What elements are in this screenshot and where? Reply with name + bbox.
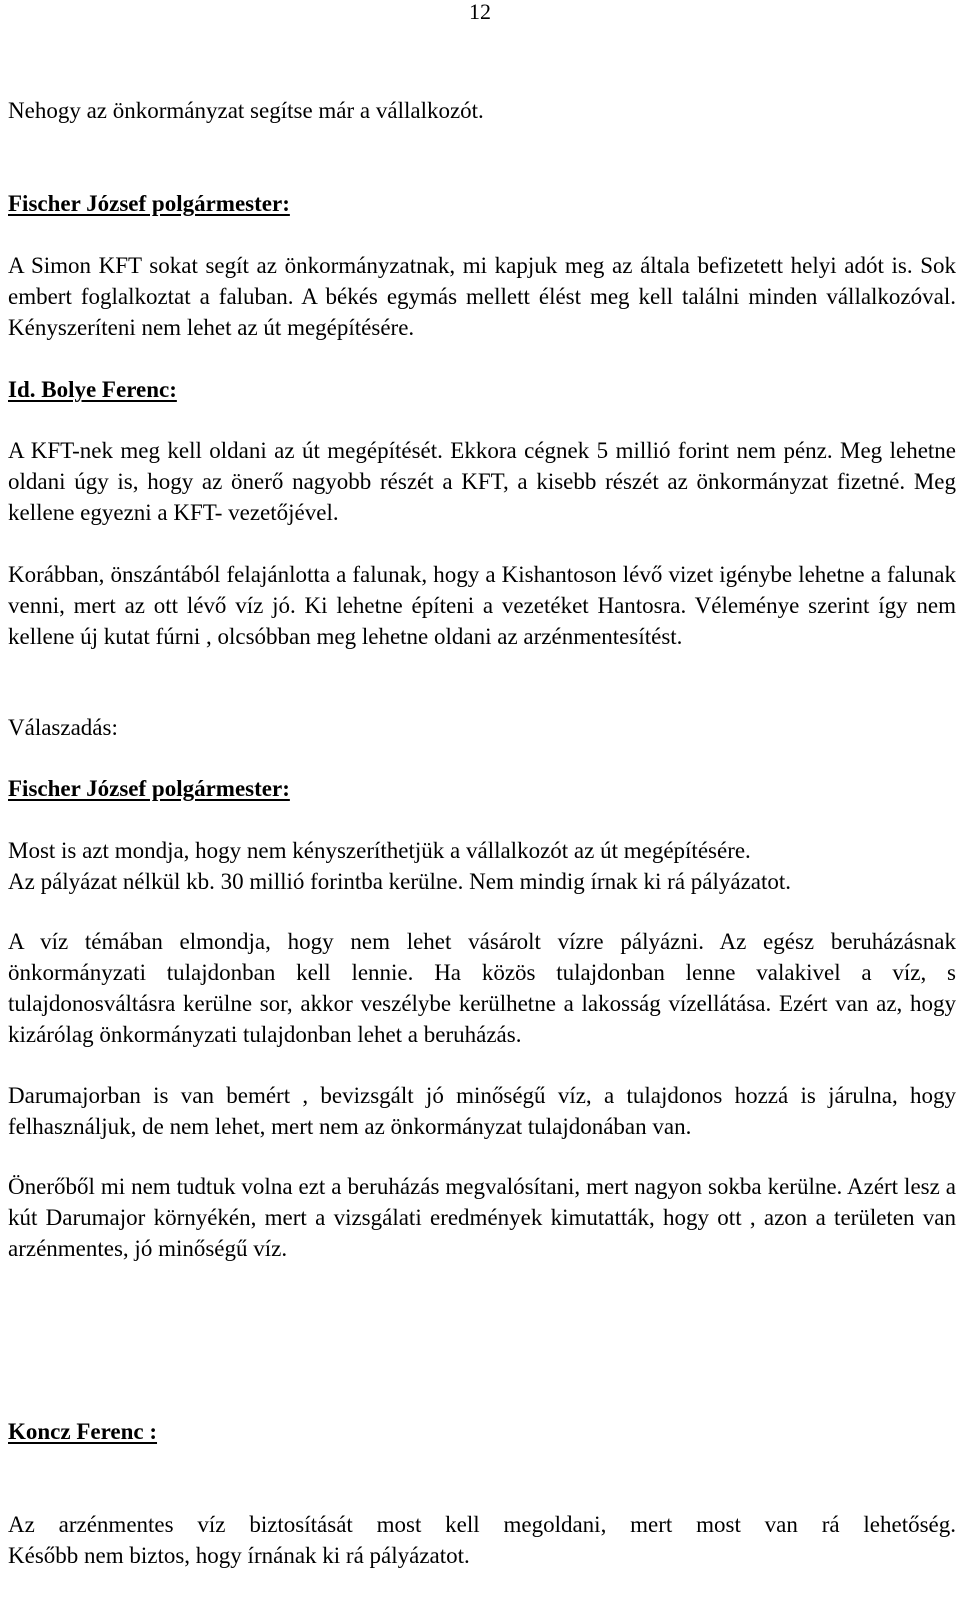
speaker-heading-bolye: Id. Bolye Ferenc: <box>8 377 177 402</box>
paragraph-9-line-2: Később nem biztos, hogy írnának ki rá pályázatot. <box>8 1543 470 1568</box>
speaker-heading-fischer-2: Fischer József polgármester: <box>8 776 290 801</box>
paragraph-7: Darumajorban is van bemért , bevizsgált jó minőségű víz, a tulajdonos hozzá is járulna, hogy felhasználjuk, de nem lehet, mert nem az önkormányzat tulajdonában van. <box>8 1083 956 1139</box>
page-number: 12 <box>469 0 491 24</box>
paragraph-9 <box>8 1509 956 1571</box>
paragraph-3: A KFT-nek meg kell oldani az út megépítését. Ekkora cégnek 5 millió forint nem pénz. Meg lehetne oldani úgy is, hogy az önerő nagyobb részét a KFT, a kisebb részét az önkormányzat fizetné. Meg kellene egyezni a KFT- vezetőjével. <box>8 438 956 525</box>
paragraph-2: A Simon KFT sokat segít az önkormányzatnak, mi kapjuk meg az általa befizetett helyi adót is. Sok embert foglalkoztat a faluban. A békés egymás mellett élést meg kell találni minden vállalkozóval. Kényszeríteni nem lehet az út megépítésére. <box>8 253 956 340</box>
paragraph-9-line-1: Az arzénmentes víz biztosítását most kell megoldani, mert most van rá lehetőség. <box>8 1512 956 1537</box>
paragraph-4: Korábban, önszántából felajánlotta a falunak, hogy a Kishantoson lévő vizet igénybe lehetne a falunak venni, mert az ott lévő víz jó. Ki lehetne építeni a vezetéket Hantosra. Véleménye szerint így nem kellene új kutat fúrni , olcsóbban meg lehetne oldani az arzénmentesítést. <box>8 562 956 649</box>
answer-label: Válaszadás: <box>8 715 118 740</box>
paragraph-5 <box>8 835 956 897</box>
paragraph-5-line-1: Most is azt mondja, hogy nem kényszeríthetjük a vállalkozót az út megépítésére. <box>8 838 751 863</box>
speaker-heading-koncz: Koncz Ferenc : <box>8 1419 158 1444</box>
paragraph-6: A víz témában elmondja, hogy nem lehet vásárolt vízre pályázni. Az egész beruházásnak önkormányzati tulajdonban kell lennie. Ha közös tulajdonban lenne valakivel a víz, s tulajdonosváltásra kerülne sor, akkor veszélybe kerülhetne a lakosság vízellátása. Ezért van az, hogy kizárólag önkormányzati tulajdonban lehet a beruházás. <box>8 929 956 1047</box>
paragraph-5-line-2: Az pályázat nélkül kb. 30 millió forintba kerülne. Nem mindig írnak ki rá pályázatot. <box>8 869 792 894</box>
paragraph-8: Önerőből mi nem tudtuk volna ezt a beruházás megvalósítani, mert nagyon sokba kerülne. Azért lesz a kút Darumajor környékén, mert a vizsgálati eredmények kimutatták, hogy ott , azon a területen van arzénmentes, jó minőségű víz. <box>8 1174 956 1261</box>
speaker-heading-fischer-1: Fischer József polgármester: <box>8 191 290 216</box>
paragraph-1: Nehogy az önkormányzat segítse már a vállalkozót. <box>8 98 484 123</box>
